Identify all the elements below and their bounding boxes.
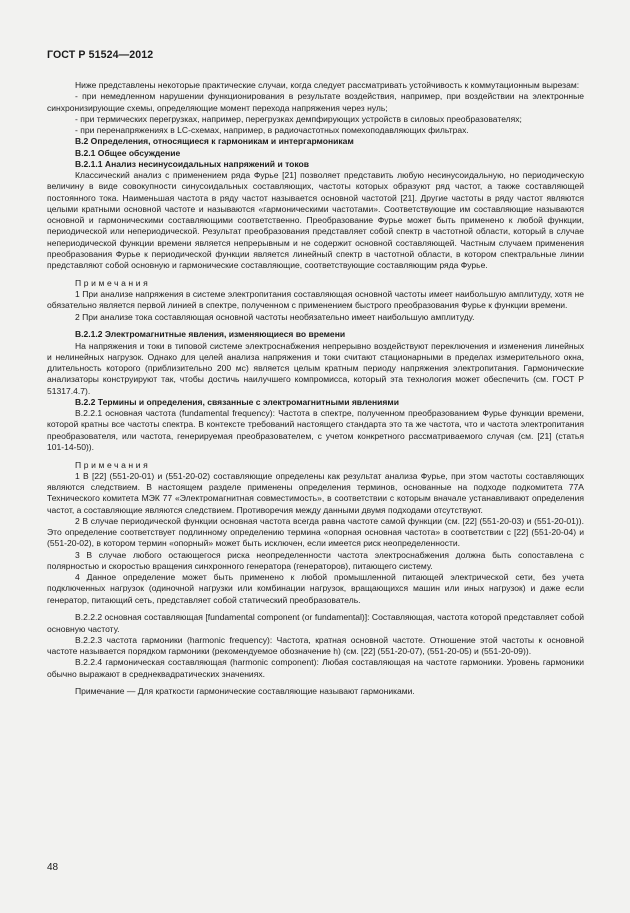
page-number: 48	[47, 862, 59, 873]
paragraph: В.2.2.2 основная составляющая [fundamental component (or fundamental)]: Составляющая, частота которой представляет собой основную частоту.	[47, 612, 584, 634]
paragraph: 2 В случае периодической функции основная частота всегда равна частоте самой функции (см. [22] (551-20-03) и (551-20-01)). Это определение соответствует подлинному определению термина «опорная основная частота» в соответствии с [22] (551-20-04) и (551-20-02), в котором термин «опорный» может быть исключен, если имеется риск неопределенности.	[47, 515, 584, 549]
paragraph: 3 В случае любого остающегося риска неопределенности частота электроснабжения должна быть сопоставлена с полярностью и скоростью вращения синхронного генератора (генераторов), питающего систему.	[47, 549, 584, 571]
paragraph: - при перенапряжениях в LC-схемах, например, в радиочастотных помехоподавляющих фильтрах.	[75, 125, 469, 135]
paragraph: В.2.2.3 частота гармоники (harmonic frequency): Частота, кратная основной частоте. Отношение этой частоты к основной частоте называется порядком гармоники (рекомендуемое обозначение h) (см. [22] (551-20-07), (551-20-05) и (551-20-09)).	[47, 634, 584, 656]
paragraph: Классический анализ с применением ряда Фурье [21] позволяет представить любую несинусоидальную, но периодическую величину в виде совокупности синусоидальных составляющих, частоты которых образуют ряд частот, а также составляющей постоянного тока. Наименьшая частота в ряду частот называется основной частотой [21]. Другие частоты в ряду частот являются целыми кратными основной частоте и называются «гармоническими частотами». Соответствующие им составляющие называются основной и гармоническими составляющими соответственно. Преобразование Фурье может быть применено к любой функции, периодической или непериодической. Результат преобразования представляет собой спектр в частотной области, который в случае непериодической функции времени является непрерывным и не содержит основной составляющей. Частным случаем применения преобразования Фурье к периодической функции является линейный спектр в частотной области, в котором спектральные линии представляют собой основную и гармонические составляющие, соответствующие составляющим ряда Фурье.	[47, 170, 584, 270]
section-heading: В.2.1.1 Анализ несинусоидальных напряжений и токов	[75, 158, 309, 169]
section-heading: В.2.2 Термины и определения, связанные с электромагнитными явлениями	[75, 396, 399, 407]
paragraph: В.2.2.4 гармоническая составляющая (harmonic component): Любая составляющая на частоте гармоники. Уровень гармоники обычно выражают в среднеквадратических значениях.	[47, 657, 584, 679]
section-heading: В.2.1.2 Электромагнитные явления, изменяющиеся во времени	[75, 329, 346, 340]
paragraph: 4 Данное определение может быть применено к любой промышленной питающей электрической сети, без учета подключенных нагрузок (одиночной нагрузки или комбинации нагрузок, вращающихся машин или иных нагрузок) и даже если генератор, питающий сеть, представляет собой статический преобразователь.	[47, 572, 584, 605]
paragraph: - при термических перегрузках, например, перегрузках демпфирующих устройств в силовых преобразователях;	[75, 113, 522, 124]
standard-header: ГОСТ Р 51524—2012	[47, 49, 154, 61]
paragraph: Примечания	[75, 459, 151, 470]
section-heading: В.2.1 Общее обсуждение	[75, 147, 181, 158]
paragraph: 1 В [22] (551-20-01) и (551-20-02) составляющие определены как результат анализа Фурье, при этом частоты составляющих являются следствием. В настоящем разделе применены определения терминов, основанные на подходе подкомитета 77А Технического комитета МЭК 77 «Электромагнитная совместимость», в соответствии с которым вначале устанавливают определения частот, а составляющие являются следствием. Противоречия между данными двумя подходами отсутствуют.	[47, 470, 584, 515]
paragraph: Ниже представлены некоторые практические случаи, когда следует рассматривать устойчивость к коммутационным вырезам:	[75, 80, 580, 90]
document-body	[47, 80, 584, 698]
paragraph: 1 При анализе напряжения в системе электропитания составляющая основной частоты имеет наибольшую амплитуду, хотя не обязательно является первой линией в спектре, полученном с применением быстрого преобразования Фурье к функции времени.	[47, 289, 584, 311]
paragraph: - при немедленном нарушении функционирования в результате воздействия, например, при воздействии на электронные синхронизирующие схемы, определяющие момент перехода напряжения через нуль;	[47, 91, 584, 113]
paragraph: На напряжения и токи в типовой системе электроснабжения непрерывно воздействуют переключения и изменения линейных и нелинейных нагрузок. Однако для целей анализа напряжения и токи считают стационарными в пределах измерительного окна, длительность которого (приблизительно 200 мс) является целым кратным периоду напряжения электропитания. Гармонические анализаторы конструируют так, чтобы достичь наилучшего компромисса, который эта технология может обеспечить (см. ГОСТ Р 51317.4.7).	[47, 340, 584, 396]
paragraph: Примечание — Для краткости гармонические составляющие называют гармониками.	[75, 686, 415, 697]
paragraph: В.2.2.1 основная частота (fundamental frequency): Частота в спектре, полученном преобразованием Фурье функции времени, которой кратны все частоты спектра. В контексте требований настоящего стандарта это та же частота, что и частота электропитания преобразователя, или частота, генерируемая преобразователем, с учетом конкретного рассматриваемого случая (см. [21] (статья 101-14-50)).	[47, 408, 584, 452]
paragraph: Примечания	[75, 277, 151, 288]
section-heading: В.2 Определения, относящиеся к гармоникам и интергармоникам	[75, 136, 354, 147]
paragraph: 2 При анализе тока составляющая основной частоты необязательно имеет наибольшую амплитуду.	[75, 311, 475, 322]
